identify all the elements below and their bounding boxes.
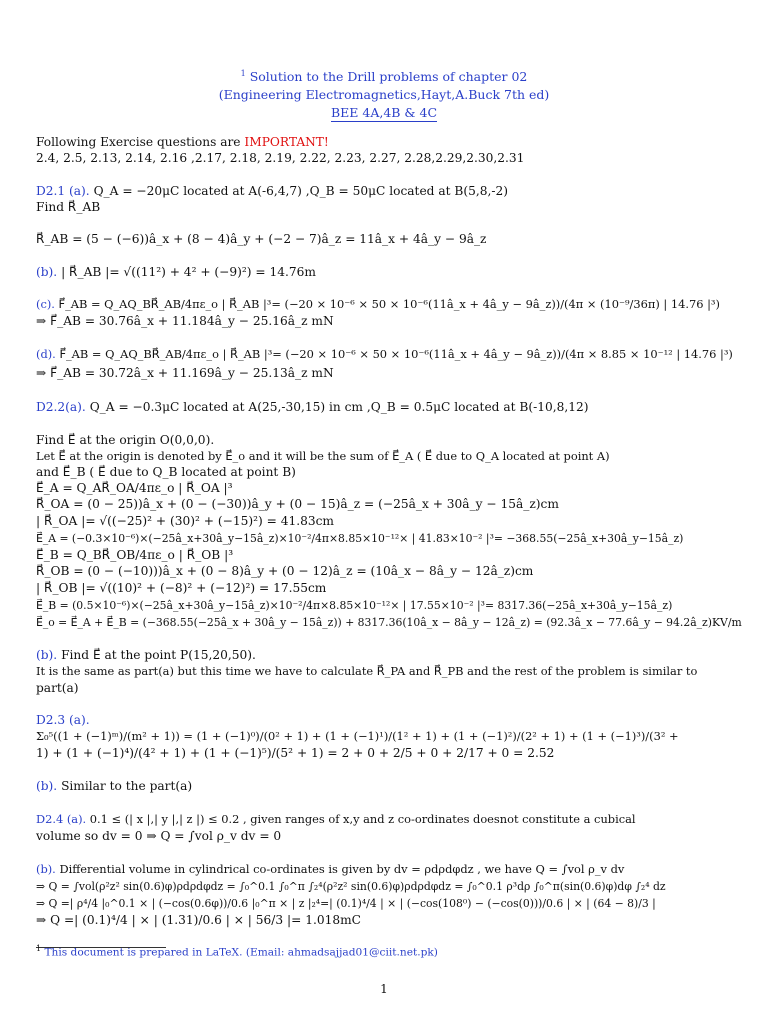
title-text: Solution to the Drill problems of chapter 02 bbox=[249, 69, 528, 85]
d22-b3: part(a) bbox=[36, 681, 79, 695]
d21-b-label: (b). bbox=[36, 265, 58, 279]
footnote-mark: 1 bbox=[36, 944, 42, 953]
d22-l10: | R⃗_OB |= √((10)² + (−8)² + (−12)²) = 17.55cm bbox=[36, 581, 327, 595]
footnote bbox=[36, 944, 438, 959]
d21-c2: ⇒ F⃗_AB = 30.76â_x + 11.184â_y − 25.16â_z mN bbox=[36, 314, 334, 328]
d21-c1: F⃗_AB = Q_AQ_BR⃗_AB/4πε_o | R⃗_AB |³= (−20 × 10⁻⁶ × 50 × 10⁻⁶(11â_x + 4â_y − 9â_z))/(4π × (10⁻⁹/36π) | 14.76 |³) bbox=[58, 297, 720, 311]
d23-l1: Σ₀⁵((1 + (−1)ᵐ)/(m² + 1)) = (1 + (−1)⁰)/(0² + 1) + (1 + (−1)¹)/(1² + 1) + (1 + (−1)²)/(2² + 1) + (1 + (−1)³)/(3² + bbox=[36, 729, 679, 743]
d22-l11: E⃗_B = (0.5×10⁻⁶)×(−25â_x+30â_y−15â_z)×10⁻²/4π×8.85×10⁻¹²× | 17.55×10⁻² |³= 8317.36(−25â_x+30â_y−15â_z) bbox=[36, 599, 673, 612]
d22-b-label: (b). bbox=[36, 648, 58, 662]
d23-b-line bbox=[36, 779, 192, 794]
d21-rab: R⃗_AB = (5 − (−6))â_x + (8 − 4)â_y + (−2 − 7)â_z = 11â_x + 4â_y − 9â_z bbox=[36, 232, 487, 246]
d24-a-line bbox=[36, 812, 636, 827]
page-number: 1 bbox=[380, 982, 388, 996]
d22-l4: E⃗_A = Q_AR⃗_OA/4πε_o | R⃗_OA |³ bbox=[36, 481, 233, 495]
d22-b-line bbox=[36, 648, 256, 663]
d24-b-line bbox=[36, 862, 624, 877]
d22-l5: R⃗_OA = (0 − 25))â_x + (0 − (−30))â_y + (0 − 15)â_z = (−25â_x + 30â_y − 15â_z)cm bbox=[36, 497, 559, 511]
doc-title bbox=[0, 69, 768, 84]
footnote-text: This document is prepared in LaTeX. (Email: ahmadsajjad01@ciit.net.pk) bbox=[44, 946, 438, 959]
intro-lead: Following Exercise questions are bbox=[36, 135, 241, 149]
d22-l7: E⃗_A = (−0.3×10⁻⁶)×(−25â_x+30â_y−15â_z)×10⁻²/4π×8.85×10⁻¹²× | 41.83×10⁻² |³= −368.55(−25â_x+30â_y−15â_z) bbox=[36, 532, 684, 545]
d21-b: | R⃗_AB |= √((11²) + 4² + (−9)²) = 14.76m bbox=[61, 265, 316, 279]
exercise-list: 2.4, 2.5, 2.13, 2.14, 2.16 ,2.17, 2.18, 2.19, 2.22, 2.23, 2.27, 2.28,2.29,2.30,2.31 bbox=[36, 151, 525, 165]
d23-b-label: (b). bbox=[36, 779, 58, 793]
title-note-mark: 1 bbox=[240, 69, 246, 78]
d21-d1: F⃗_AB = Q_AQ_BR⃗_AB/4πε_o | R⃗_AB |³= (−20 × 10⁻⁶ × 50 × 10⁻⁶(11â_x + 4â_y − 9â_z))/(4π × 8.85 × 10⁻¹² | 14.76 |³) bbox=[59, 347, 733, 361]
important-label: IMPORTANT! bbox=[244, 135, 329, 149]
d22-l6: | R⃗_OA |= √((−25)² + (30)² + (−15)²) = 41.83cm bbox=[36, 514, 334, 528]
d22-l9: R⃗_OB = (0 − (−10)))â_x + (0 − 8)â_y + (0 − 12)â_z = (10â_x − 8â_y − 12â_z)cm bbox=[36, 564, 534, 578]
intro-line bbox=[36, 135, 329, 150]
d24-l2: volume so dv = 0 ⇒ Q = ∫vol ρ_v dv = 0 bbox=[36, 829, 282, 843]
d23-b: Similar to the part(a) bbox=[61, 779, 193, 793]
d21-d-label: (d). bbox=[36, 347, 56, 361]
d24-b4: ⇒ Q =| (0.1)⁴/4 | × | (1.31)/0.6 | × | 56/3 |= 1.018mC bbox=[36, 913, 361, 927]
d21-given-line bbox=[36, 184, 508, 199]
d24-l1: 0.1 ≤ (| x |,| y |,| z |) ≤ 0.2 , given ranges of x,y and z co-ordinates doesnot constitute a cubical bbox=[89, 812, 636, 826]
d21-d2: ⇒ F⃗_AB = 30.72â_x + 11.169â_y − 25.13â_z mN bbox=[36, 366, 334, 380]
d23-l2: 1) + (1 + (−1)⁴)/(4² + 1) + (1 + (−1)⁵)/(5² + 1) = 2 + 0 + 2/5 + 0 + 2/17 + 0 = 2.52 bbox=[36, 746, 555, 760]
d24-b3: ⇒ Q =| ρ⁴/4 |₀^0.1 × | (−cos(0.6φ))/0.6 |₀^π × | z |₂⁴=| (0.1)⁴/4 | × | (−cos(108⁰) − (−cos(0)))/0.6 | × | (64 − 8)/3 | bbox=[36, 897, 656, 910]
course-line bbox=[0, 105, 768, 120]
course-text: BEE 4A,4B & 4C bbox=[330, 105, 438, 120]
d21-b-line bbox=[36, 265, 316, 280]
d21-label: D2.1 (a). bbox=[36, 184, 90, 198]
doc-subtitle: (Engineering Electromagnetics,Hayt,A.Buck 7th ed) bbox=[218, 87, 550, 102]
d21-find: Find R⃗_AB bbox=[36, 200, 101, 214]
d23-label: D2.3 (a). bbox=[36, 713, 90, 727]
d22-b2: It is the same as part(a) but this time we have to calculate R⃗_PA and R⃗_PB and the rest of the problem is similar to bbox=[36, 664, 698, 678]
d24-b1: Differential volume in cylindrical co-ordinates is given by dv = ρdρdφdz , we have Q = ∫vol ρ_v dv bbox=[59, 862, 625, 876]
d22-l1: Find E⃗ at the origin O(0,0,0). bbox=[36, 433, 215, 447]
d22-l3: and E⃗_B ( E⃗ due to Q_B located at point B) bbox=[36, 465, 296, 479]
d22-given-line bbox=[36, 400, 588, 415]
d21-given: Q_A = −20μC located at A(-6,4,7) ,Q_B = 50μC located at B(5,8,-2) bbox=[93, 184, 508, 198]
d21-d-line bbox=[36, 347, 733, 362]
d22-l8: E⃗_B = Q_BR⃗_OB/4πε_o | R⃗_OB |³ bbox=[36, 548, 234, 562]
d22-b1: Find E⃗ at the point P(15,20,50). bbox=[61, 648, 256, 662]
d22-l12: E⃗_o = E⃗_A + E⃗_B = (−368.55(−25â_x + 30â_y − 15â_z)) + 8317.36(10â_x − 8â_y − 12â_z) = (92.3â_x − 77.6â_y − 94.2â_z)KV/m bbox=[36, 616, 742, 629]
d21-c-line bbox=[36, 297, 720, 312]
d24-b2: ⇒ Q = ∫vol(ρ²z² sin(0.6)φ)ρdρdφdz = ∫₀^0.1 ∫₀^π ∫₂⁴(ρ²z² sin(0.6)φ)ρdρdφdz = ∫₀^0.1 ρ³dρ ∫₀^π(sin(0.6)φ)dφ ∫₂⁴ dz bbox=[36, 880, 666, 893]
d21-c-label: (c). bbox=[36, 297, 55, 311]
d24-label: D2.4 (a). bbox=[36, 812, 87, 826]
d24-b-label: (b). bbox=[36, 862, 56, 876]
d22-given: Q_A = −0.3μC located at A(25,-30,15) in cm ,Q_B = 0.5μC located at B(-10,8,12) bbox=[89, 400, 589, 414]
d22-label: D2.2(a). bbox=[36, 400, 86, 414]
d22-l2: Let E⃗ at the origin is denoted by E⃗_o and it will be the sum of E⃗_A ( E⃗ due to Q_A located at point A) bbox=[36, 449, 610, 463]
